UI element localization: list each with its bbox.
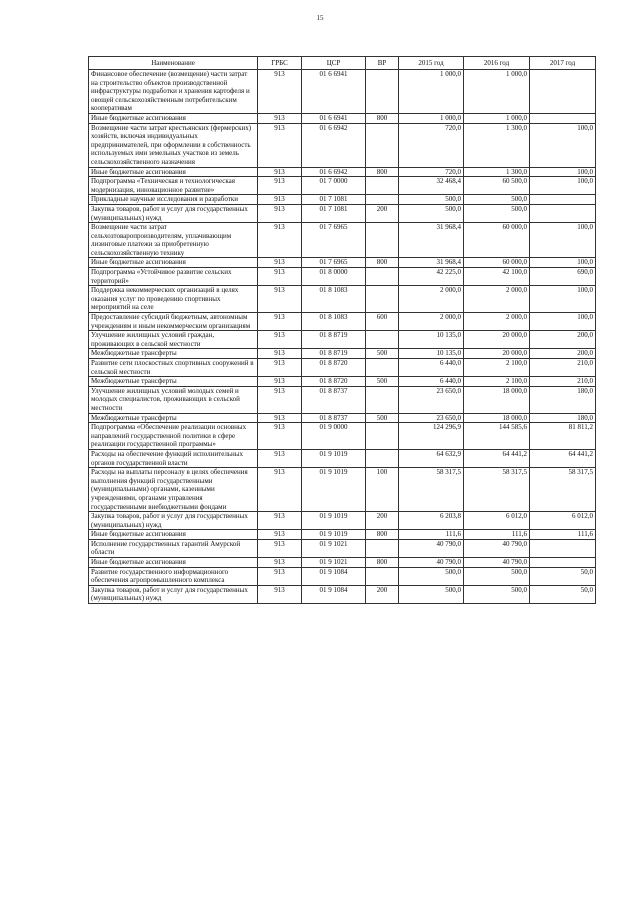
- cell-name: Иные бюджетные ассигнования: [89, 167, 258, 177]
- cell-2015: 6 440,0: [399, 377, 464, 387]
- cell-name: Улучшение жилищных условий молодых семей и молодых специалистов, проживающих в сельской местности: [89, 386, 258, 413]
- cell-2015: 23 650,0: [399, 386, 464, 413]
- table-row: [89, 359, 596, 377]
- cell-csr: 01 7 6965: [302, 258, 366, 268]
- cell-csr: 01 8 8719: [302, 349, 366, 359]
- cell-vr: [366, 195, 399, 205]
- cell-2015: 6 203,8: [399, 512, 464, 530]
- cell-2017: 200,0: [530, 331, 596, 349]
- cell-2015: 31 968,4: [399, 223, 464, 258]
- table-row: [89, 204, 596, 222]
- cell-name: Возмещение части затрат сельхозтоваропроизводителям, уплачивающим лизинговые платежи за приобретенную сельскохозяйственную технику: [89, 223, 258, 258]
- table-row: [89, 585, 596, 603]
- cell-2017: 100,0: [530, 167, 596, 177]
- cell-csr: 01 7 1081: [302, 195, 366, 205]
- cell-2017: 100,0: [530, 123, 596, 167]
- cell-name: Развитие сети плоскостных спортивных сооружений в сельской местности: [89, 359, 258, 377]
- cell-2016: 500,0: [464, 585, 530, 603]
- cell-csr: 01 9 1019: [302, 468, 366, 512]
- cell-vr: 800: [366, 558, 399, 568]
- cell-grbs: 913: [258, 386, 302, 413]
- cell-name: Расходы на обеспечение функций исполнительных органов государственной власти: [89, 449, 258, 467]
- cell-name: Предоставление субсидий бюджетным, автономным учреждениям и иным некоммерческим организациям: [89, 313, 258, 331]
- cell-grbs: 913: [258, 195, 302, 205]
- cell-grbs: 913: [258, 468, 302, 512]
- cell-vr: 500: [366, 413, 399, 423]
- cell-grbs: 913: [258, 123, 302, 167]
- cell-2015: 500,0: [399, 204, 464, 222]
- cell-2017: 100,0: [530, 223, 596, 258]
- cell-csr: 01 9 0000: [302, 423, 366, 450]
- cell-name: Иные бюджетные ассигнования: [89, 258, 258, 268]
- cell-2016: 1 000,0: [464, 113, 530, 123]
- cell-grbs: 913: [258, 449, 302, 467]
- cell-name: Межбюджетные трансферты: [89, 349, 258, 359]
- table-row: [89, 423, 596, 450]
- cell-2016: 20 000,0: [464, 349, 530, 359]
- cell-2016: 60 500,0: [464, 177, 530, 195]
- cell-grbs: 913: [258, 204, 302, 222]
- cell-2015: 124 296,9: [399, 423, 464, 450]
- header-csr: ЦСР: [302, 57, 366, 70]
- cell-2015: 58 317,5: [399, 468, 464, 512]
- cell-2017: 100,0: [530, 313, 596, 331]
- cell-name: Возмещение части затрат крестьянских (фермерских) хозяйств, включая индивидуальных предпринимателей, при оформлении в собственность используемых ими земельных участков из земель сельскохозяйственного назначения: [89, 123, 258, 167]
- cell-2015: 500,0: [399, 585, 464, 603]
- cell-grbs: 913: [258, 70, 302, 114]
- cell-2017: 210,0: [530, 377, 596, 387]
- cell-vr: 100: [366, 468, 399, 512]
- cell-2016: 40 790,0: [464, 539, 530, 557]
- cell-csr: 01 6 6941: [302, 70, 366, 114]
- cell-2017: [530, 204, 596, 222]
- cell-csr: 01 6 6942: [302, 167, 366, 177]
- cell-name: Прикладные научные исследования и разработки: [89, 195, 258, 205]
- table-body: [89, 70, 596, 604]
- cell-grbs: 913: [258, 539, 302, 557]
- cell-2016: 2 100,0: [464, 377, 530, 387]
- cell-2016: 2 000,0: [464, 313, 530, 331]
- page-number: 15: [316, 14, 324, 22]
- table-row: [89, 377, 596, 387]
- cell-2016: 111,6: [464, 530, 530, 540]
- cell-name: Подпрограмма «Устойчивое развитие сельских территорий»: [89, 268, 258, 286]
- cell-csr: 01 7 0000: [302, 177, 366, 195]
- cell-2016: 1 300,0: [464, 167, 530, 177]
- cell-2015: 500,0: [399, 195, 464, 205]
- cell-vr: [366, 331, 399, 349]
- cell-2016: 500,0: [464, 204, 530, 222]
- cell-grbs: 913: [258, 223, 302, 258]
- cell-2015: 500,0: [399, 567, 464, 585]
- budget-table: [88, 56, 596, 604]
- cell-2016: 60 000,0: [464, 258, 530, 268]
- cell-2015: 720,0: [399, 167, 464, 177]
- cell-2017: 690,0: [530, 268, 596, 286]
- table-row: [89, 286, 596, 313]
- cell-grbs: 913: [258, 167, 302, 177]
- header-name: Наименование: [89, 57, 258, 70]
- table-row: [89, 567, 596, 585]
- table-row: [89, 386, 596, 413]
- cell-2016: 2 100,0: [464, 359, 530, 377]
- cell-vr: [366, 286, 399, 313]
- cell-2017: 210,0: [530, 359, 596, 377]
- cell-csr: 01 8 8737: [302, 386, 366, 413]
- cell-2016: 60 000,0: [464, 223, 530, 258]
- cell-grbs: 913: [258, 286, 302, 313]
- cell-grbs: 913: [258, 177, 302, 195]
- cell-2015: 64 632,9: [399, 449, 464, 467]
- cell-2015: 1 000,0: [399, 113, 464, 123]
- cell-csr: 01 8 0000: [302, 268, 366, 286]
- cell-vr: [366, 423, 399, 450]
- cell-2015: 31 968,4: [399, 258, 464, 268]
- cell-csr: 01 8 8737: [302, 413, 366, 423]
- cell-name: Закупка товаров, работ и услуг для государственных (муниципальных) нужд: [89, 204, 258, 222]
- cell-grbs: 913: [258, 258, 302, 268]
- cell-vr: 600: [366, 313, 399, 331]
- header-2017: 2017 год: [530, 57, 596, 70]
- table-row: [89, 468, 596, 512]
- cell-2015: 1 000,0: [399, 70, 464, 114]
- table-row: [89, 113, 596, 123]
- cell-name: Иные бюджетные ассигнования: [89, 530, 258, 540]
- cell-2017: 100,0: [530, 258, 596, 268]
- header-grbs: ГРБС: [258, 57, 302, 70]
- cell-2016: 40 790,0: [464, 558, 530, 568]
- cell-2017: 100,0: [530, 177, 596, 195]
- table-row: [89, 331, 596, 349]
- cell-2015: 40 790,0: [399, 539, 464, 557]
- header-2015: 2015 год: [399, 57, 464, 70]
- cell-csr: 01 6 6941: [302, 113, 366, 123]
- cell-name: Расходы на выплаты персоналу в целях обеспечения выполнения функций государственными (муниципальными) органами, казенными учреждениями, органами управления государственными внебюджетными фондами: [89, 468, 258, 512]
- cell-csr: 01 8 8720: [302, 377, 366, 387]
- cell-2016: 6 012,0: [464, 512, 530, 530]
- cell-2016: 18 000,0: [464, 413, 530, 423]
- header-2016: 2016 год: [464, 57, 530, 70]
- cell-2016: 18 000,0: [464, 386, 530, 413]
- table-row: [89, 512, 596, 530]
- cell-csr: 01 9 1021: [302, 539, 366, 557]
- cell-2016: 20 000,0: [464, 331, 530, 349]
- cell-2017: 180,0: [530, 386, 596, 413]
- cell-2015: 2 000,0: [399, 313, 464, 331]
- table-row: [89, 268, 596, 286]
- cell-2017: 58 317,5: [530, 468, 596, 512]
- cell-vr: 500: [366, 377, 399, 387]
- cell-name: Развитие государственного информационного обеспечения агропромышленного комплекса: [89, 567, 258, 585]
- cell-vr: [366, 70, 399, 114]
- cell-name: Поддержка некоммерческих организаций в целях оказания услуг по проведению спортивных мероприятий на селе: [89, 286, 258, 313]
- table-row: [89, 413, 596, 423]
- cell-2016: 1 300,0: [464, 123, 530, 167]
- cell-csr: 01 8 8720: [302, 359, 366, 377]
- cell-2016: 42 100,0: [464, 268, 530, 286]
- table-row: [89, 258, 596, 268]
- cell-2017: 6 012,0: [530, 512, 596, 530]
- cell-vr: [366, 386, 399, 413]
- cell-csr: 01 7 6965: [302, 223, 366, 258]
- cell-2017: 81 811,2: [530, 423, 596, 450]
- cell-2016: 2 000,0: [464, 286, 530, 313]
- cell-csr: 01 6 6942: [302, 123, 366, 167]
- cell-grbs: 913: [258, 349, 302, 359]
- cell-2016: 1 000,0: [464, 70, 530, 114]
- cell-2017: 111,6: [530, 530, 596, 540]
- cell-2015: 10 135,0: [399, 331, 464, 349]
- cell-vr: 800: [366, 167, 399, 177]
- cell-vr: [366, 539, 399, 557]
- table-row: [89, 123, 596, 167]
- cell-name: Иные бюджетные ассигнования: [89, 113, 258, 123]
- cell-name: Подпрограмма «Обеспечение реализации основных направлений государственной политики в сфере реализации государственной программы»: [89, 423, 258, 450]
- cell-csr: 01 8 1083: [302, 286, 366, 313]
- cell-2017: [530, 558, 596, 568]
- cell-2015: 42 225,0: [399, 268, 464, 286]
- cell-csr: 01 7 1081: [302, 204, 366, 222]
- cell-2017: [530, 113, 596, 123]
- cell-csr: 01 9 1019: [302, 530, 366, 540]
- cell-vr: [366, 359, 399, 377]
- table-row: [89, 349, 596, 359]
- cell-2015: 6 440,0: [399, 359, 464, 377]
- cell-name: Межбюджетные трансферты: [89, 377, 258, 387]
- cell-2015: 111,6: [399, 530, 464, 540]
- cell-name: Финансовое обеспечение (возмещение) части затрат на строительство объектов производственной инфраструктуры подработки и хранения картофеля и овощей сельскохозяйственным потребительским кооперативам: [89, 70, 258, 114]
- cell-name: Межбюджетные трансферты: [89, 413, 258, 423]
- cell-vr: 800: [366, 258, 399, 268]
- cell-grbs: 913: [258, 585, 302, 603]
- cell-2015: 10 135,0: [399, 349, 464, 359]
- cell-2017: [530, 195, 596, 205]
- cell-vr: [366, 177, 399, 195]
- cell-2017: 50,0: [530, 567, 596, 585]
- cell-name: Подпрограмма «Техническая и технологическая модернизация, инновационное развитие»: [89, 177, 258, 195]
- cell-grbs: 913: [258, 113, 302, 123]
- cell-csr: 01 9 1019: [302, 449, 366, 467]
- cell-2017: [530, 539, 596, 557]
- table-header-row: [89, 57, 596, 70]
- cell-grbs: 913: [258, 558, 302, 568]
- cell-2017: 64 441,2: [530, 449, 596, 467]
- cell-2016: 144 585,6: [464, 423, 530, 450]
- cell-csr: 01 9 1084: [302, 567, 366, 585]
- cell-vr: 200: [366, 585, 399, 603]
- cell-grbs: 913: [258, 413, 302, 423]
- cell-vr: 800: [366, 113, 399, 123]
- cell-2017: [530, 70, 596, 114]
- cell-csr: 01 9 1084: [302, 585, 366, 603]
- cell-2017: 100,0: [530, 286, 596, 313]
- table-row: [89, 223, 596, 258]
- cell-vr: [366, 449, 399, 467]
- cell-csr: 01 9 1021: [302, 558, 366, 568]
- cell-vr: [366, 223, 399, 258]
- cell-2016: 500,0: [464, 567, 530, 585]
- cell-grbs: 913: [258, 331, 302, 349]
- cell-2017: 200,0: [530, 349, 596, 359]
- cell-name: Иные бюджетные ассигнования: [89, 558, 258, 568]
- cell-name: Закупка товаров, работ и услуг для государственных (муниципальных) нужд: [89, 512, 258, 530]
- cell-2015: 23 650,0: [399, 413, 464, 423]
- cell-csr: 01 9 1019: [302, 512, 366, 530]
- table-row: [89, 195, 596, 205]
- cell-vr: [366, 567, 399, 585]
- cell-grbs: 913: [258, 359, 302, 377]
- cell-grbs: 913: [258, 423, 302, 450]
- header-vr: ВР: [366, 57, 399, 70]
- table-row: [89, 313, 596, 331]
- cell-vr: 200: [366, 512, 399, 530]
- cell-grbs: 913: [258, 530, 302, 540]
- table-row: [89, 167, 596, 177]
- table-row: [89, 449, 596, 467]
- cell-2016: 58 317,5: [464, 468, 530, 512]
- cell-grbs: 913: [258, 377, 302, 387]
- cell-vr: [366, 268, 399, 286]
- table-row: [89, 539, 596, 557]
- cell-2017: 50,0: [530, 585, 596, 603]
- table-row: [89, 530, 596, 540]
- cell-name: Исполнение государственных гарантий Амурской области: [89, 539, 258, 557]
- cell-name: Улучшение жилищных условий граждан, проживающих в сельской местности: [89, 331, 258, 349]
- cell-vr: [366, 123, 399, 167]
- table-row: [89, 177, 596, 195]
- cell-2015: 32 468,4: [399, 177, 464, 195]
- cell-2015: 720,0: [399, 123, 464, 167]
- cell-2017: 180,0: [530, 413, 596, 423]
- cell-grbs: 913: [258, 268, 302, 286]
- cell-2016: 500,0: [464, 195, 530, 205]
- cell-2015: 40 790,0: [399, 558, 464, 568]
- cell-vr: 500: [366, 349, 399, 359]
- cell-2016: 64 441,2: [464, 449, 530, 467]
- table-row: [89, 558, 596, 568]
- cell-grbs: 913: [258, 512, 302, 530]
- cell-csr: 01 8 8719: [302, 331, 366, 349]
- cell-2015: 2 000,0: [399, 286, 464, 313]
- cell-vr: 200: [366, 204, 399, 222]
- table-row: [89, 70, 596, 114]
- cell-grbs: 913: [258, 313, 302, 331]
- cell-vr: 800: [366, 530, 399, 540]
- cell-csr: 01 8 1083: [302, 313, 366, 331]
- cell-name: Закупка товаров, работ и услуг для государственных (муниципальных) нужд: [89, 585, 258, 603]
- cell-grbs: 913: [258, 567, 302, 585]
